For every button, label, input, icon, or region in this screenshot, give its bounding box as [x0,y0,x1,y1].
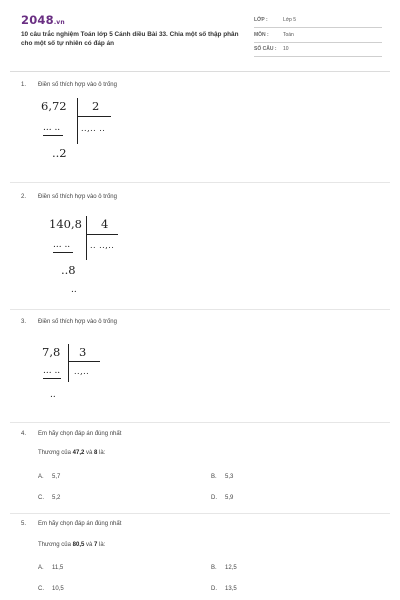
question-3-subtraction-line [43,378,61,379]
meta-count-value: 10 [283,46,289,52]
question-4-divider [10,513,390,514]
question-1-quotient-blank[interactable]: ..,.. .. [81,124,106,133]
option-value: 5,7 [52,474,61,480]
meta-count-row [254,44,382,57]
question-1-text: Điền số thích hợp vào ô trống [38,82,117,88]
question-5-prompt [38,542,105,548]
site-logo[interactable] [21,13,65,27]
meta-class-row [254,15,382,28]
question-3-quotient-blank[interactable]: ..,.. [74,367,90,376]
question-1-dividend: 6,72 [41,99,67,113]
question-4-option-b[interactable] [211,474,233,480]
question-3-subtraction-blank[interactable]: ... .. [43,366,61,376]
question-4-operand-b: 8 [94,450,98,456]
question-2-divisor: 4 [101,217,109,231]
question-4-prompt-suffix: là: [97,450,106,456]
option-value: 5,9 [225,495,234,501]
question-3-division-bar [68,344,69,382]
question-2-subtraction-blank[interactable]: ... .. [53,240,71,250]
question-1-number: 1. [21,82,27,88]
question-1-divider [10,182,390,183]
question-1-remainder[interactable]: ..2 [52,146,67,160]
question-1-division-bar [77,98,78,144]
question-3-dividend: 7,8 [42,345,61,359]
meta-subject-value: Toán [283,32,294,38]
question-3-number: 3. [21,319,27,325]
logo-suffix: .vn [53,19,65,26]
option-letter: B. [211,474,217,480]
question-2-subtraction-line [53,252,73,253]
question-5-option-a[interactable] [38,565,63,571]
question-2-number: 2. [21,194,27,200]
meta-class-value: Lớp 5 [283,17,297,23]
question-2-remainder[interactable]: ..8 [61,263,76,277]
question-2-quotient-blank[interactable]: .. ..,.. [90,241,115,250]
question-5-operand-b: 7 [94,542,98,548]
option-value: 11,5 [52,565,64,571]
question-5-option-c[interactable] [38,586,64,592]
question-3-quotient-line [68,361,100,362]
question-2-text: Điền số thích hợp vào ô trống [38,194,117,200]
logo-text: 2048 [21,13,54,27]
question-5-option-b[interactable] [211,565,237,571]
question-1-divisor: 2 [92,99,100,113]
question-5-option-d[interactable] [211,586,237,592]
question-3-divisor: 3 [79,345,87,359]
meta-subject-row [254,30,382,43]
header-divider [10,71,390,72]
question-1-subtraction-line [43,135,63,136]
question-2-divider [10,309,390,310]
question-3-divider [10,422,390,423]
option-value: 13,5 [225,586,237,592]
page-title: 10 câu trắc nghiệm Toán lớp 5 Cánh diều Bài 33. Chia một số thập phân cho một số tự nhiên có đáp án [21,31,239,47]
question-4-option-a[interactable] [38,474,60,480]
meta-class-key: LỚP : [254,17,268,23]
option-value: 10,5 [52,586,64,592]
meta-count-key: SỐ CÂU : [254,46,277,52]
meta-subject-key: MÔN : [254,32,269,38]
question-3-extra-blank[interactable]: .. [50,390,56,400]
question-1-subtraction-blank[interactable]: ... .. [43,123,61,133]
question-5-number: 5. [21,521,27,527]
option-letter: A. [38,565,44,571]
option-value: 5,2 [52,495,61,501]
option-letter: D. [211,586,217,592]
question-4-prompt-mid: và [84,450,94,456]
question-5-text: Em hãy chọn đáp án đúng nhất [38,521,122,527]
question-2-extra-blank[interactable]: .. [71,285,77,295]
option-value: 12,5 [225,565,237,571]
question-4-prompt [38,450,105,456]
question-5-prompt-mid: và [84,542,94,548]
question-4-option-d[interactable] [211,495,233,501]
question-4-option-c[interactable] [38,495,60,501]
question-1-quotient-line [77,116,111,117]
question-2-quotient-line [86,234,118,235]
question-4-operand-a: 47,2 [72,450,85,456]
option-value: 5,3 [225,474,234,480]
option-letter: B. [211,565,217,571]
question-5-prompt-suffix: là: [97,542,106,548]
option-letter: C. [38,586,44,592]
option-letter: C. [38,495,44,501]
question-2-division-bar [86,216,87,260]
question-3-text: Điền số thích hợp vào ô trống [38,319,117,325]
question-4-number: 4. [21,431,27,437]
question-5-operand-a: 80,5 [72,542,85,548]
question-4-text: Em hãy chọn đáp án đúng nhất [38,431,122,437]
question-2-dividend: 140,8 [49,217,82,231]
option-letter: D. [211,495,217,501]
question-4-prompt-prefix: Thương của [38,450,73,456]
option-letter: A. [38,474,44,480]
question-5-prompt-prefix: Thương của [38,542,73,548]
